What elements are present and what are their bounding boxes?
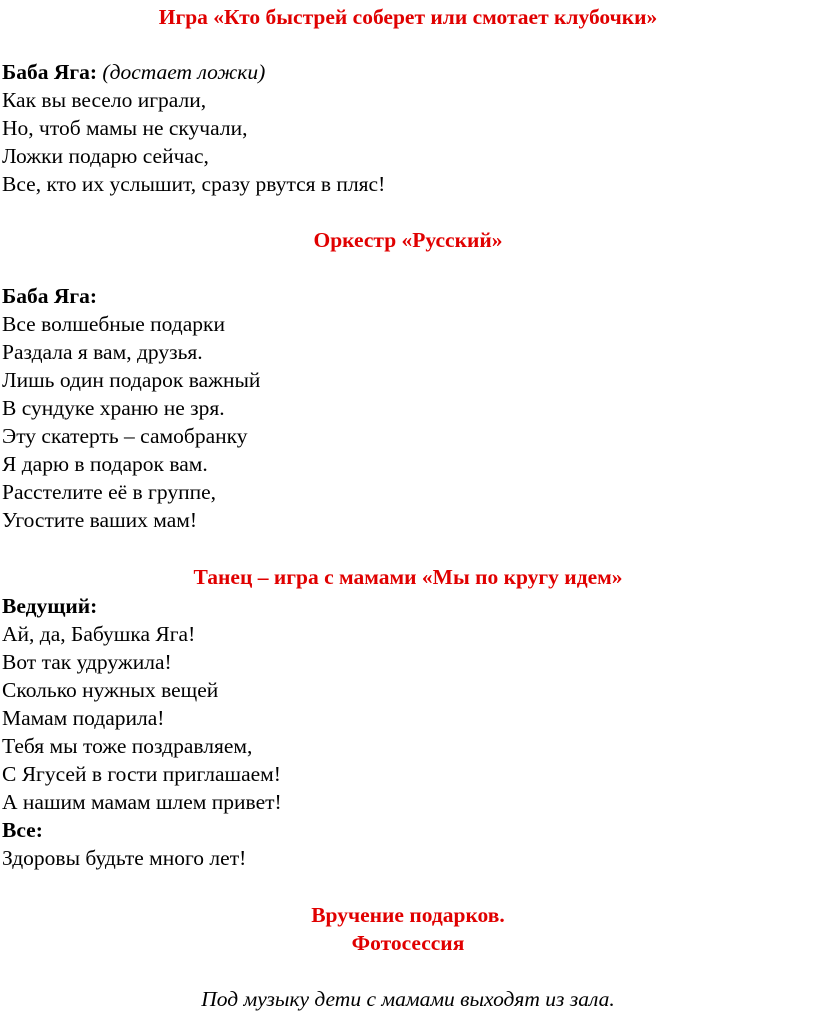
verse-line: Вот так удружила!: [2, 650, 172, 674]
section-title-dance: Танец – игра с мамами «Мы по кругу идем»: [193, 565, 623, 589]
verse-line: Расстелите её в группе,: [2, 480, 217, 504]
section-title-photosession: Фотосессия: [351, 931, 465, 955]
verse-line: Раздала я вам, друзья.: [2, 340, 203, 364]
speaker-label: Баба Яга:: [2, 284, 98, 308]
speaker-line-baba-yaga-2: [2, 282, 97, 310]
speaker-label: Ведущий:: [2, 594, 98, 618]
verse-line: Здоровы будьте много лет!: [2, 846, 247, 870]
verse-line: Эту скатерть – самобранку: [2, 424, 248, 448]
verse-line: Тебя мы тоже поздравляем,: [2, 734, 253, 758]
verse-line: Ай, да, Бабушка Яга!: [2, 622, 196, 646]
verse-line: Как вы весело играли,: [2, 88, 207, 112]
speaker-line-all: [2, 816, 43, 844]
verse-line: Все, кто их услышит, сразу рвутся в пляс!: [2, 172, 386, 196]
verse-line: В сундуке храню не зря.: [2, 396, 225, 420]
verse-line: Мамам подарила!: [2, 706, 165, 730]
stage-direction: (достает ложки): [102, 60, 266, 84]
speaker-label: Баба Яга:: [2, 60, 98, 84]
speaker-label: Все:: [2, 818, 43, 842]
verse-line: Лишь один подарок важный: [2, 368, 261, 392]
section-title-orchestra: Оркестр «Русский»: [313, 228, 503, 252]
verse-line: А нашим мамам шлем привет!: [2, 790, 282, 814]
section-title-game: Игра «Кто быстрей соберет или смотает клубочки»: [158, 5, 658, 29]
verse-line: Ложки подарю сейчас,: [2, 144, 209, 168]
verse-line: С Ягусей в гости приглашаем!: [2, 762, 281, 786]
speaker-line-host: [2, 592, 97, 620]
speaker-line-baba-yaga-1: [2, 58, 265, 86]
section-title-gifts: Вручение подарков.: [311, 903, 505, 927]
verse-line: Но, чтоб мамы не скучали,: [2, 116, 248, 140]
verse-line: Я дарю в подарок вам.: [2, 452, 208, 476]
verse-line: Сколько нужных вещей: [2, 678, 219, 702]
verse-line: Все волшебные подарки: [2, 312, 225, 336]
verse-line: Угостите ваших мам!: [2, 508, 198, 532]
closing-stage-direction: Под музыку дети с мамами выходят из зала.: [201, 987, 615, 1011]
